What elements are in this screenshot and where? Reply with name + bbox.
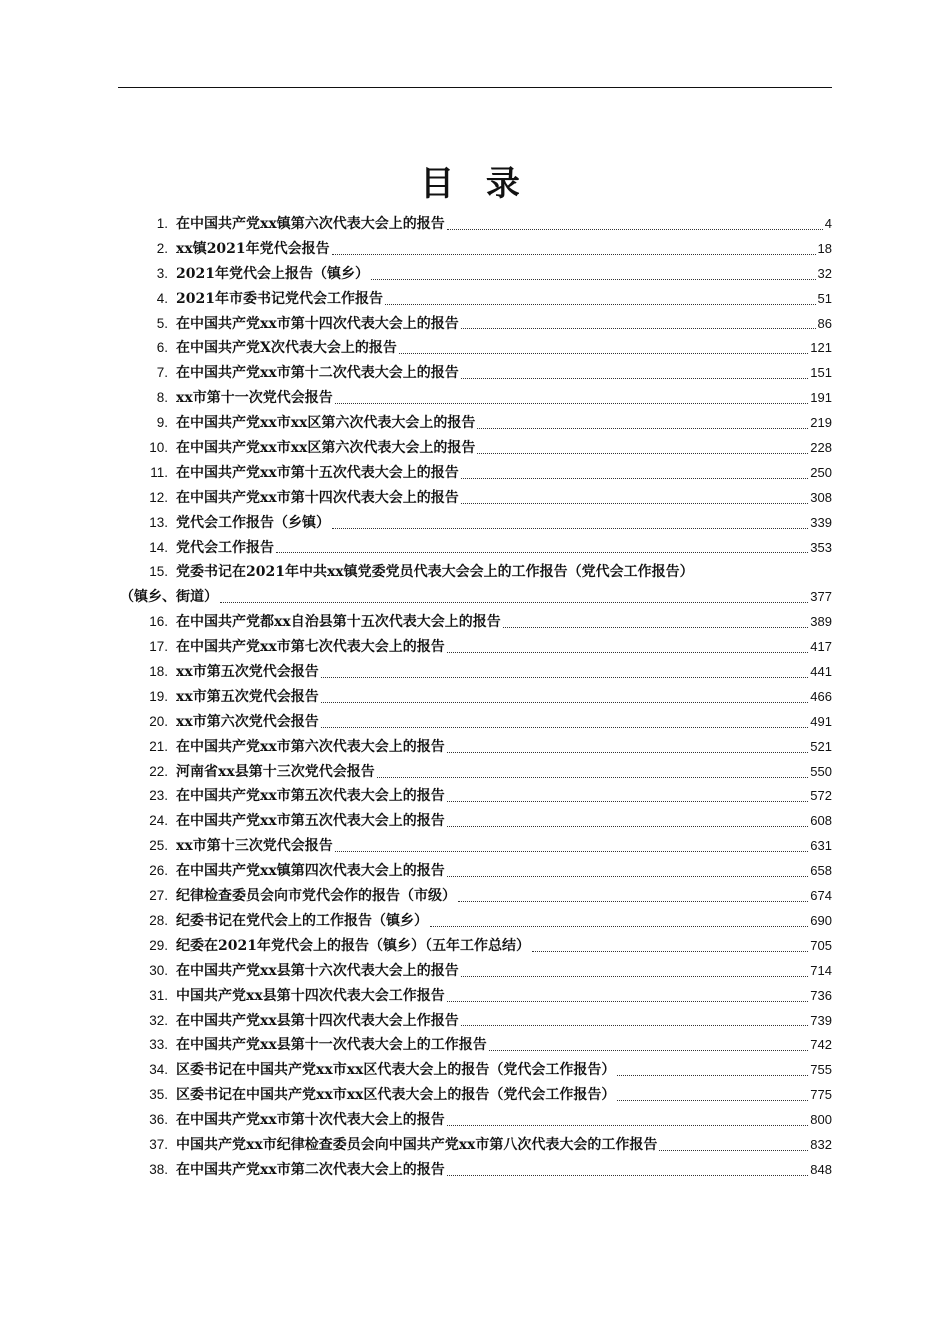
toc-entry[interactable] [118, 312, 832, 337]
toc-entry-number: 17. [149, 639, 168, 655]
toc-entry[interactable] [118, 984, 832, 1009]
toc-entry-title: 在中国共产党xx市第七次代表大会上的报告 [176, 639, 445, 656]
toc-leader-dots [447, 652, 809, 653]
toc-entry[interactable] [118, 909, 832, 934]
toc-entry-title: 在中国共产党X次代表大会上的报告 [176, 340, 397, 357]
toc-entry-line1 [118, 560, 832, 585]
toc-entry-title: 在中国共产党xx市第二次代表大会上的报告 [176, 1161, 445, 1178]
toc-leader-dots [447, 801, 809, 802]
toc-entry-number: 11. [150, 464, 168, 480]
toc-leader-dots [461, 328, 816, 329]
toc-leader-dots [461, 378, 809, 379]
toc-entry-title: 区委书记在中国共产党xx市xx区代表大会上的报告（党代会工作报告） [176, 1062, 616, 1079]
toc-entry-title: 在中国共产党xx市xx区第六次代表大会上的报告 [176, 415, 476, 432]
toc-entry-page: 353 [810, 539, 832, 555]
toc-entry-page: 191 [810, 390, 832, 406]
toc-entry-page: 417 [810, 639, 832, 655]
toc-entry[interactable] [118, 635, 832, 660]
toc-entry-title: 区委书记在中国共产党xx市xx区代表大会上的报告（党代会工作报告） [176, 1087, 616, 1104]
toc-entry-number: 3. [156, 265, 168, 281]
toc-entry[interactable] [118, 735, 832, 760]
toc-entry[interactable] [118, 560, 832, 610]
toc-leader-dots [321, 677, 809, 678]
toc-entry-number: 13. [149, 514, 168, 530]
toc-leader-dots [321, 702, 809, 703]
toc-entry[interactable] [118, 1058, 832, 1083]
toc-entry-number: 25. [149, 838, 168, 854]
toc-entry-title: xx市第六次党代会报告 [176, 713, 319, 730]
toc-entry-page: 491 [810, 713, 832, 729]
toc-entry-title: 在中国共产党xx市第十次代表大会上的报告 [176, 1112, 445, 1129]
toc-entry-page: 121 [810, 340, 832, 356]
toc-entry-page: 848 [810, 1161, 832, 1177]
toc-entry-page: 631 [810, 838, 832, 854]
toc-entry-page: 219 [810, 415, 832, 431]
toc-leader-dots [430, 926, 808, 927]
toc-entry[interactable] [118, 336, 832, 361]
toc-leader-dots [377, 777, 809, 778]
toc-leader-dots [477, 453, 808, 454]
toc-entry-title: 党代会工作报告 [176, 539, 274, 556]
toc-leader-dots [385, 304, 816, 305]
toc-leader-dots [335, 851, 809, 852]
toc-entry-page: 4 [824, 215, 832, 231]
toc-leader-dots [447, 229, 823, 230]
toc-entry-number: 10. [149, 440, 168, 455]
toc-entry[interactable] [118, 685, 832, 710]
toc-entry-title: xx市第五次党代会报告 [176, 688, 319, 705]
toc-entry-number: 32. [149, 1012, 168, 1028]
toc-entry-number: 6. [156, 340, 168, 356]
toc-entry[interactable] [118, 610, 832, 635]
toc-entry-title: 在中国共产党xx镇第四次代表大会上的报告 [176, 863, 445, 880]
toc-entry[interactable] [118, 237, 832, 262]
toc-entry-page: 736 [810, 987, 832, 1003]
toc-entry[interactable] [118, 884, 832, 909]
toc-entry-page: 466 [810, 688, 832, 704]
toc-entry-page: 86 [817, 315, 832, 331]
toc-entry-number: 33. [149, 1037, 168, 1053]
toc-entry[interactable] [118, 1083, 832, 1108]
toc-entry-title: 在中国共产党都xx自治县第十五次代表大会上的报告 [176, 614, 501, 631]
toc-entry-number: 23. [149, 788, 168, 804]
toc-entry[interactable] [118, 1133, 832, 1158]
toc-leader-dots [461, 503, 809, 504]
toc-entry-line2 [118, 585, 832, 610]
toc-leader-dots [335, 403, 809, 404]
toc-entry[interactable] [118, 486, 832, 511]
toc-entry-number: 8. [156, 390, 168, 406]
toc-entry[interactable] [118, 436, 832, 461]
toc-leader-dots [447, 826, 809, 827]
toc-leader-dots [447, 1001, 809, 1002]
toc-entry-number: 4. [156, 290, 168, 306]
toc-entry[interactable] [118, 1033, 832, 1058]
toc-entry[interactable] [118, 834, 832, 859]
toc-entry-number: 26. [149, 863, 168, 879]
toc-entry-title: 纪委在2021年党代会上的报告（镇乡）（五年工作总结） [176, 937, 530, 954]
toc-entry[interactable] [118, 710, 832, 735]
toc-entry[interactable] [118, 262, 832, 287]
toc-entry-number: 31. [149, 987, 168, 1003]
toc-entry-title: xx市第十一次党代会报告 [176, 390, 333, 407]
toc-entry-number: 18. [149, 664, 168, 680]
toc-entry-title: 党代会工作报告（乡镇） [176, 514, 330, 531]
toc-entry-number: 38. [149, 1161, 168, 1177]
toc-entry-number: 20. [149, 713, 168, 729]
toc-entry-page: 18 [817, 240, 832, 256]
toc-entry-page: 521 [810, 738, 832, 754]
toc-leader-dots [447, 876, 809, 877]
toc-entry-number: 28. [149, 912, 168, 928]
toc-entry[interactable] [118, 959, 832, 984]
toc-entry-page: 755 [810, 1062, 832, 1078]
toc-entry-title: xx市第十三次党代会报告 [176, 838, 333, 855]
toc-leader-dots [461, 1025, 809, 1026]
toc-list [118, 212, 832, 1183]
toc-entry-title: 在中国共产党xx县第十一次代表大会上的工作报告 [176, 1037, 487, 1054]
toc-entry-title: 在中国共产党xx市第十二次代表大会上的报告 [176, 365, 459, 382]
toc-entry[interactable] [118, 1158, 832, 1183]
toc-leader-dots [617, 1075, 808, 1076]
toc-leader-dots [477, 428, 808, 429]
toc-leader-dots [447, 752, 809, 753]
toc-entry-page: 339 [810, 514, 832, 530]
toc-entry-page: 51 [817, 290, 832, 306]
toc-entry[interactable] [118, 1108, 832, 1133]
toc-entry-title: 中国共产党xx县第十四次代表大会工作报告 [176, 987, 445, 1004]
toc-leader-dots [461, 976, 809, 977]
toc-entry-page: 32 [817, 265, 832, 281]
toc-entry-page: 608 [810, 813, 832, 829]
toc-entry-number: 14. [149, 539, 168, 555]
toc-entry-number: 36. [149, 1112, 168, 1128]
toc-entry-page: 775 [810, 1087, 832, 1103]
toc-entry[interactable] [118, 809, 832, 834]
toc-entry-title: 在中国共产党xx市第五次代表大会上的报告 [176, 813, 445, 830]
toc-entry-title: 2021年市委书记党代会工作报告 [176, 290, 383, 307]
toc-leader-dots [220, 602, 808, 603]
toc-entry-title: 2021年党代会上报告（镇乡） [176, 265, 369, 282]
toc-leader-dots [489, 1050, 809, 1051]
toc-entry[interactable] [118, 386, 832, 411]
toc-entry-page: 441 [810, 664, 832, 680]
toc-leader-dots [332, 254, 816, 255]
toc-entry-page: 832 [810, 1136, 832, 1152]
toc-entry-number: 34. [149, 1062, 168, 1078]
toc-entry-number: 16. [149, 614, 168, 630]
toc-entry-page: 739 [810, 1012, 832, 1028]
toc-leader-dots [399, 353, 808, 354]
toc-entry[interactable] [118, 785, 832, 810]
toc-leader-dots [617, 1100, 808, 1101]
toc-entry-number: 29. [149, 937, 168, 953]
toc-entry-title: 在中国共产党xx市第十四次代表大会上的报告 [176, 315, 459, 332]
toc-entry[interactable] [118, 461, 832, 486]
toc-entry-title: 在中国共产党xx镇第六次代表大会上的报告 [176, 215, 445, 232]
toc-entry-title: 纪律检查委员会向市党代会作的报告（市级） [176, 888, 456, 905]
toc-entry-title: 在中国共产党xx市第六次代表大会上的报告 [176, 738, 445, 755]
toc-entry-number: 2. [156, 240, 168, 256]
toc-entry-page: 550 [810, 763, 832, 779]
toc-entry-title: 纪委书记在党代会上的工作报告（镇乡） [176, 912, 428, 929]
toc-entry-title: 在中国共产党xx县第十六次代表大会上的报告 [176, 962, 459, 979]
toc-entry-page: 250 [810, 464, 832, 480]
toc-entry-page: 151 [810, 365, 832, 381]
toc-entry[interactable] [118, 760, 832, 785]
toc-entry-title: xx市第五次党代会报告 [176, 664, 319, 681]
toc-entry-number: 7. [156, 365, 168, 381]
toc-entry[interactable] [118, 361, 832, 386]
toc-entry-page: 389 [810, 614, 832, 630]
toc-leader-dots [276, 552, 808, 553]
toc-entry-page: 742 [810, 1037, 832, 1053]
toc-entry-title-continued: （镇乡、街道） [120, 589, 218, 606]
toc-entry-number: 37. [149, 1136, 168, 1152]
toc-entry-number: 5. [156, 315, 168, 331]
toc-entry[interactable] [118, 511, 832, 536]
toc-entry-title: 党委书记在2021年中共xx镇党委党员代表大会会上的工作报告（党代会工作报告） [176, 564, 694, 581]
toc-leader-dots [447, 1175, 809, 1176]
toc-entry-page: 377 [810, 589, 832, 605]
toc-entry-title: 在中国共产党xx市第五次代表大会上的报告 [176, 788, 445, 805]
toc-entry[interactable] [118, 1009, 832, 1034]
toc-entry-title: 河南省xx县第十三次党代会报告 [176, 763, 375, 780]
toc-entry-title: 在中国共产党xx市xx区第六次代表大会上的报告 [176, 440, 476, 456]
toc-leader-dots [659, 1150, 808, 1151]
toc-entry-title: xx镇2021年党代会报告 [176, 240, 330, 257]
toc-entry-number: 27. [149, 888, 168, 904]
toc-entry-number: 22. [149, 763, 168, 779]
toc-entry-number: 15. [149, 564, 168, 580]
toc-entry-page: 658 [810, 863, 832, 879]
toc-leader-dots [458, 901, 808, 902]
toc-entry-number: 35. [149, 1087, 168, 1103]
toc-entry-page: 674 [810, 888, 832, 904]
toc-entry[interactable] [118, 934, 832, 959]
toc-leader-dots [332, 528, 808, 529]
toc-leader-dots [371, 279, 816, 280]
toc-entry[interactable] [118, 411, 832, 436]
toc-entry-number: 9. [156, 415, 168, 431]
toc-entry-number: 24. [149, 813, 168, 829]
toc-entry-title: 在中国共产党xx县第十四次代表大会上作报告 [176, 1012, 459, 1029]
toc-entry[interactable] [118, 212, 832, 237]
toc-leader-dots [532, 951, 808, 952]
toc-entry-number: 19. [149, 688, 168, 704]
toc-entry-number: 1. [156, 215, 168, 231]
toc-entry[interactable] [118, 536, 832, 561]
toc-entry[interactable] [118, 859, 832, 884]
toc-entry-page: 714 [810, 962, 832, 978]
toc-title: 目 录 [420, 164, 530, 204]
toc-entry-page: 572 [810, 788, 832, 804]
toc-leader-dots [321, 727, 809, 728]
toc-entry[interactable] [118, 287, 832, 312]
toc-entry-page: 308 [810, 489, 832, 505]
header-rule [118, 87, 832, 88]
toc-entry-page: 228 [810, 440, 832, 455]
toc-entry-number: 30. [149, 962, 168, 978]
toc-entry[interactable] [118, 660, 832, 685]
toc-leader-dots [447, 1125, 809, 1126]
toc-entry-page: 800 [810, 1112, 832, 1128]
toc-entry-title: 中国共产党xx市纪律检查委员会向中国共产党xx市第八次代表大会的工作报告 [176, 1136, 658, 1153]
toc-leader-dots [503, 627, 809, 628]
toc-entry-number: 12. [149, 489, 168, 505]
toc-entry-title: 在中国共产党xx市第十五次代表大会上的报告 [176, 464, 459, 481]
toc-leader-dots [461, 478, 809, 479]
toc-entry-number: 21. [149, 738, 168, 754]
toc-entry-page: 690 [810, 912, 832, 928]
toc-entry-title: 在中国共产党xx市第十四次代表大会上的报告 [176, 489, 459, 506]
toc-entry-page: 705 [810, 937, 832, 953]
